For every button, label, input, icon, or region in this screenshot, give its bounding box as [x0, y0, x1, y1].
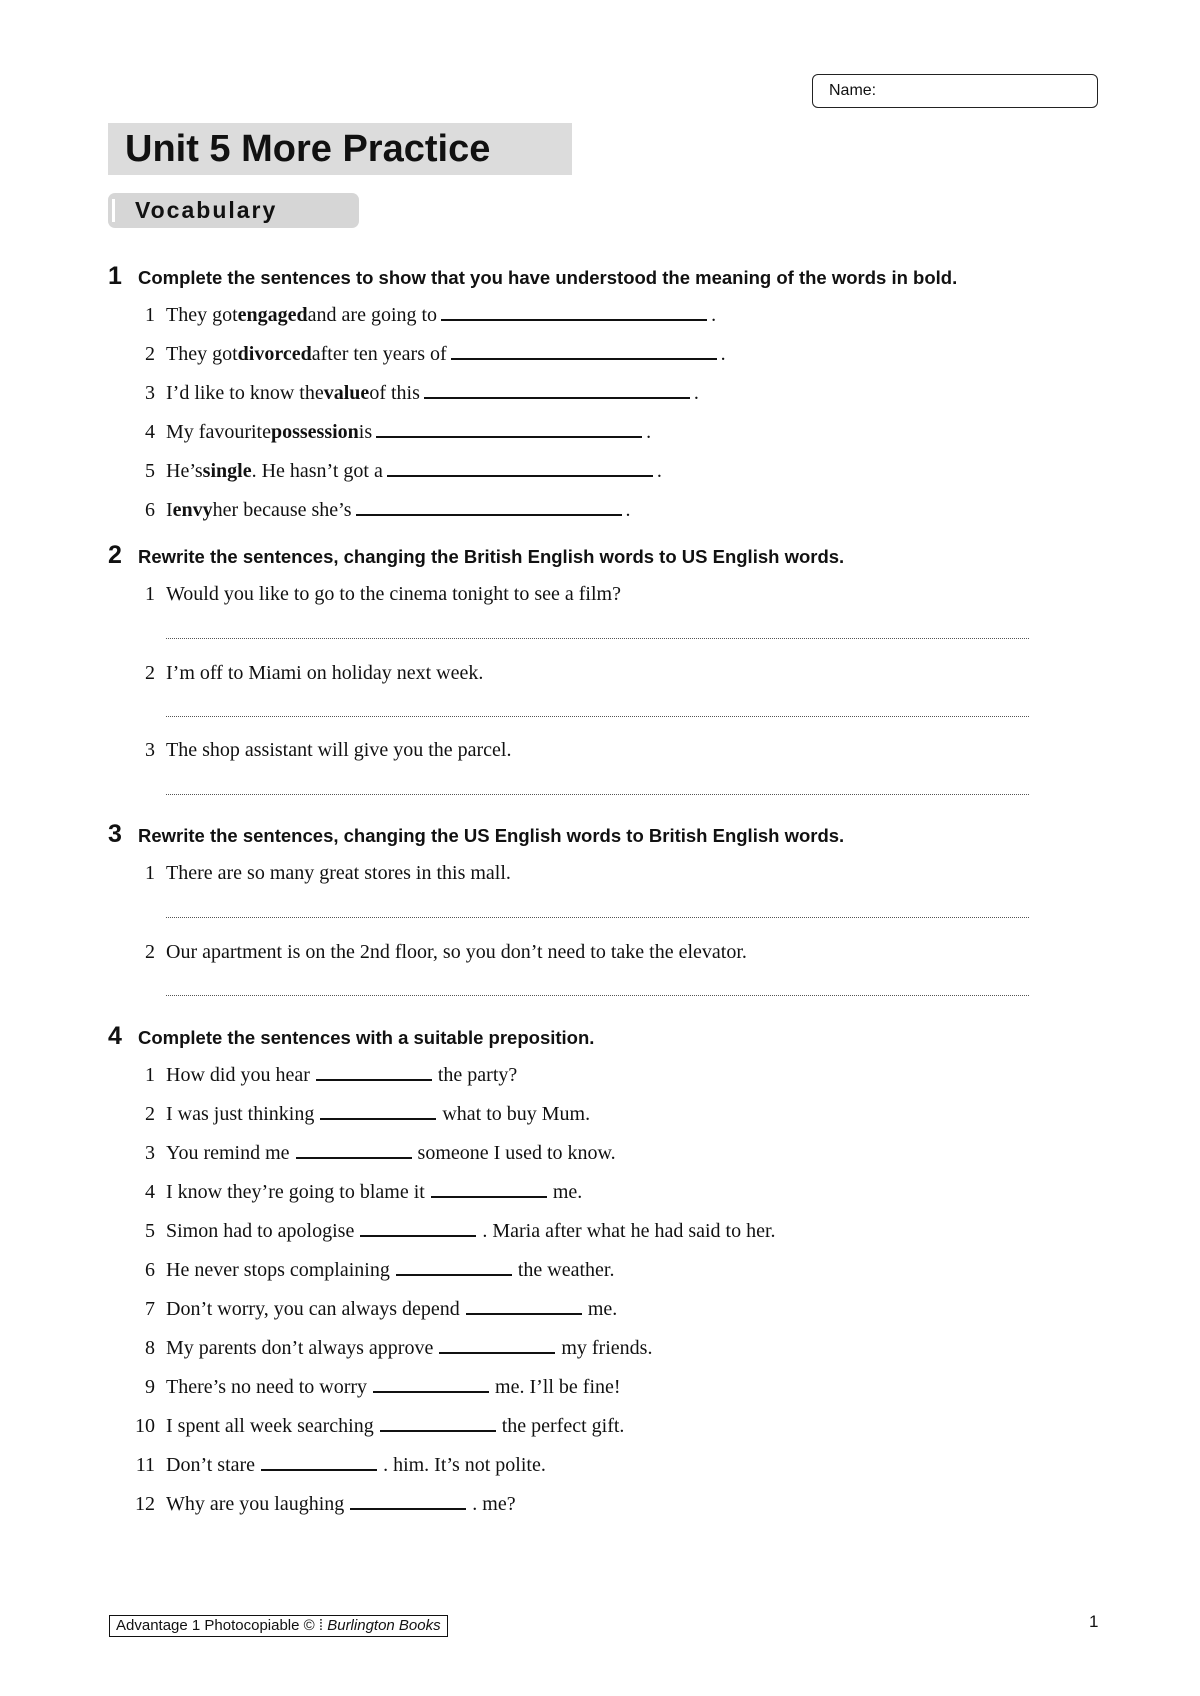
answer-blank[interactable] [466, 1312, 582, 1315]
list-item: 1 They got engaged and are going to . [145, 304, 717, 326]
answer-blank[interactable] [396, 1273, 512, 1276]
list-item: 1 There are so many great stores in this mall. [145, 862, 511, 884]
list-item: 7 Don’t worry, you can always depend me. [145, 1298, 618, 1320]
exercise-number: 3 [108, 820, 122, 848]
exercise-instruction: Complete the sentences to show that you have understood the meaning of the words in bold. [138, 267, 958, 288]
list-item: 6 He never stops complaining the weather. [145, 1259, 615, 1281]
answer-blank[interactable] [424, 396, 690, 399]
list-item: 1 Would you like to go to the cinema tonight to see a film? [145, 583, 621, 605]
answer-blank[interactable] [320, 1117, 436, 1120]
answer-blank[interactable] [380, 1429, 496, 1432]
exercise-2-heading [108, 541, 844, 570]
exercise-3-heading [108, 820, 844, 849]
list-item: 6 I envy her because she’s . [145, 499, 631, 521]
pill-mark [112, 199, 115, 222]
answer-line[interactable] [166, 794, 1029, 795]
list-item: 10 I spent all week searching the perfect gift. [135, 1415, 625, 1437]
footer-brand: Burlington Books [327, 1617, 441, 1634]
answer-line[interactable] [166, 995, 1029, 996]
exercise-1-heading [108, 262, 957, 291]
answer-blank[interactable] [439, 1351, 555, 1354]
answer-blank[interactable] [376, 435, 642, 438]
list-item: 8 My parents don’t always approve my friends. [145, 1337, 653, 1359]
name-field[interactable] [812, 74, 1098, 108]
list-item: 11 Don’t stare . him. It’s not polite. [135, 1454, 546, 1476]
answer-line[interactable] [166, 917, 1029, 918]
exercise-number: 2 [108, 541, 122, 569]
list-item: 4 I know they’re going to blame it me. [145, 1181, 583, 1203]
answer-line[interactable] [166, 638, 1029, 639]
name-label: Name: [829, 82, 877, 99]
answer-blank[interactable] [316, 1078, 432, 1081]
list-item: 2 I’m off to Miami on holiday next week. [145, 662, 484, 684]
exercise-number: 4 [108, 1022, 122, 1050]
burlington-logo-icon: ⁞ [318, 1617, 324, 1634]
answer-blank[interactable] [356, 513, 622, 516]
answer-blank[interactable] [373, 1390, 489, 1393]
page-number: 1 [1089, 1612, 1099, 1631]
list-item: 2 Our apartment is on the 2nd floor, so you don’t need to take the elevator. [145, 941, 747, 963]
exercise-number: 1 [108, 262, 122, 290]
answer-blank[interactable] [261, 1468, 377, 1471]
section-subtitle: Vocabulary [135, 197, 278, 223]
footer-text: Advantage 1 Photocopiable © [116, 1617, 315, 1634]
answer-line[interactable] [166, 716, 1029, 717]
footer-copyright [109, 1615, 448, 1637]
list-item: 5 Simon had to apologise . Maria after what he had said to her. [145, 1220, 776, 1242]
list-item: 4 My favourite possession is . [145, 421, 652, 443]
exercise-instruction: Rewrite the sentences, changing the British English words to US English words. [138, 546, 845, 567]
list-item: 5 He’s single . He hasn’t got a . [145, 460, 662, 482]
list-item: 12 Why are you laughing . me? [135, 1493, 516, 1515]
list-item: 2 They got divorced after ten years of . [145, 343, 726, 365]
answer-blank[interactable] [296, 1156, 412, 1159]
list-item: 3 You remind me someone I used to know. [145, 1142, 616, 1164]
answer-blank[interactable] [350, 1507, 466, 1510]
answer-blank[interactable] [441, 318, 707, 321]
list-item: 2 I was just thinking what to buy Mum. [145, 1103, 591, 1125]
answer-blank[interactable] [387, 474, 653, 477]
list-item: 3 The shop assistant will give you the parcel. [145, 739, 512, 761]
list-item: 9 There’s no need to worry me. I’ll be fine! [145, 1376, 621, 1398]
exercise-instruction: Complete the sentences with a suitable preposition. [138, 1027, 595, 1048]
answer-blank[interactable] [431, 1195, 547, 1198]
answer-blank[interactable] [360, 1234, 476, 1237]
list-item: 1 How did you hear the party? [145, 1064, 518, 1086]
exercise-instruction: Rewrite the sentences, changing the US English words to British English words. [138, 825, 845, 846]
exercise-4-heading [108, 1022, 594, 1051]
page-title: Unit 5 More Practice [125, 128, 491, 170]
answer-blank[interactable] [451, 357, 717, 360]
list-item: 3 I’d like to know the value of this . [145, 382, 699, 404]
